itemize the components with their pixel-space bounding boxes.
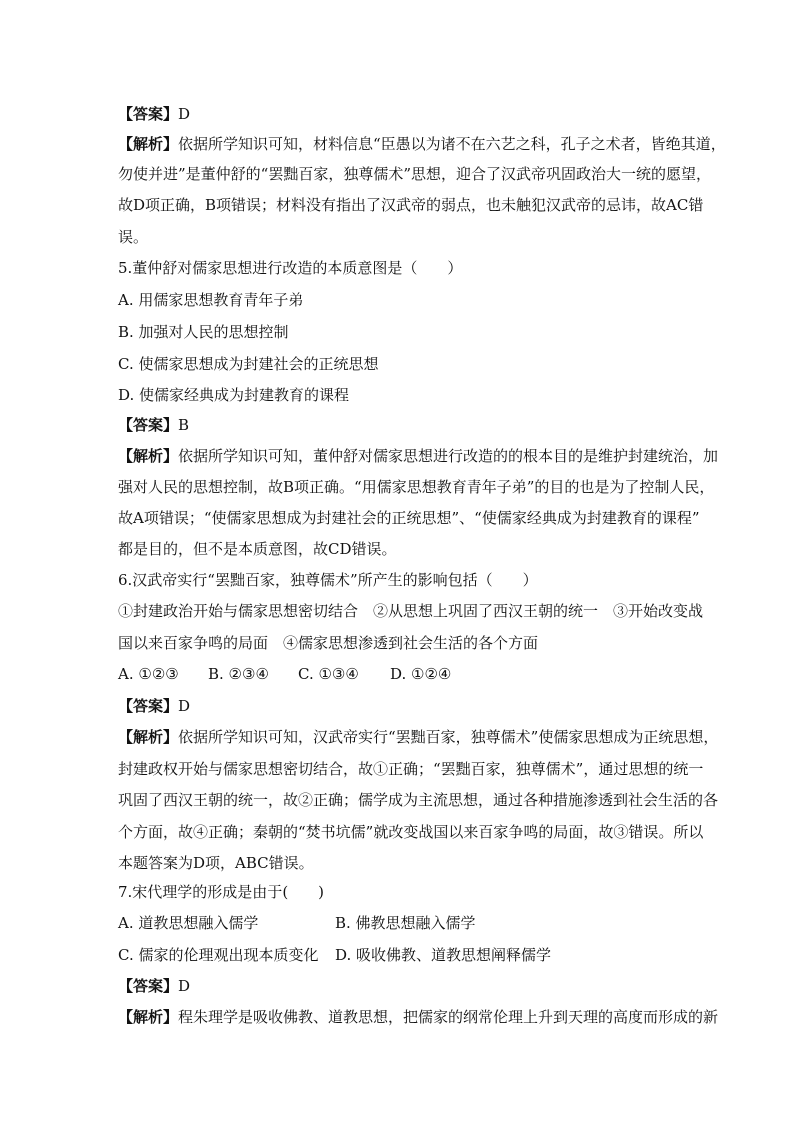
q7-option-a: A. 道教思想融入儒学 — [118, 914, 259, 932]
q4-analysis-line-1 — [118, 134, 726, 154]
q6-options — [118, 664, 451, 684]
q5-option-d: D. 使儒家经典成为封建教育的课程 — [118, 386, 350, 404]
q7-analysis-line-1 — [118, 1007, 718, 1027]
q6-option-d: D. ①②④ — [390, 665, 452, 683]
q5-analysis-line-3: 故A项错误；“使儒家思想成为封建社会的正统思想”、“使儒家经典成为封建教育的课程” — [118, 509, 700, 527]
q5-analysis-line-1 — [118, 446, 719, 466]
q6-analysis-line-2: 封建政权开始与儒家思想密切结合，故①正确；“罢黜百家，独尊儒术”，通过思想的统一 — [118, 760, 704, 778]
q7-option-c: C. 儒家的伦理观出现本质变化 — [118, 946, 319, 964]
analysis-text: 程朱理学是吸收佛教、道教思想，把儒家的纲常伦理上升到天理的高度而形成的新 — [178, 1008, 719, 1026]
analysis-tag: 【解析】 — [118, 728, 179, 746]
q5-option-a: A. 用儒家思想教育青年子弟 — [118, 291, 304, 309]
q4-answer-line — [118, 104, 190, 124]
answer-tag: 【答案】 — [118, 416, 179, 434]
q6-answer-line — [118, 696, 190, 716]
analysis-text: 依据所学知识可知，董仲舒对儒家思想进行改造的的根本目的是维护封建统治，加 — [178, 447, 719, 465]
analysis-text: 依据所学知识可知，汉武帝实行“罢黜百家，独尊儒术”使儒家思想成为正统思想， — [178, 728, 719, 746]
q7-options-row-2 — [118, 945, 551, 965]
answer-tag: 【答案】 — [118, 977, 179, 995]
answer-value: D — [178, 105, 191, 123]
q6-stem-line-2: 国以来百家争鸣的局面 ④儒家思想渗透到社会生活的各个方面 — [118, 634, 539, 652]
q4-analysis-line-3: 故D项正确，B项错误；材料没有指出了汉武帝的弱点，也未触犯汉武帝的忌讳，故AC错 — [118, 196, 704, 214]
q5-question: 5.董仲舒对儒家思想进行改造的本质意图是（ ） — [118, 259, 463, 277]
q6-analysis-line-4: 个方面，故④正确；秦朝的“焚书坑儒”就改变战国以来百家争鸣的局面，故③错误。所以 — [118, 823, 704, 841]
q7-question: 7.宋代理学的形成是由于( ) — [118, 883, 325, 901]
q7-options-row-1 — [118, 913, 476, 933]
q7-answer-line — [118, 976, 190, 996]
answer-value: D — [178, 977, 191, 995]
q7-option-b: B. 佛教思想融入儒学 — [335, 914, 476, 932]
answer-tag: 【答案】 — [118, 697, 179, 715]
answer-tag: 【答案】 — [118, 105, 179, 123]
q4-analysis-line-4: 误。 — [118, 228, 149, 246]
q6-analysis-line-1 — [118, 727, 719, 747]
analysis-tag: 【解析】 — [118, 447, 179, 465]
q6-question: 6.汉武帝实行“罢黜百家，独尊儒术”所产生的影响包括（ ） — [118, 571, 538, 589]
q5-analysis-line-2: 强对人民的思想控制，故B项正确。“用儒家思想教育青年子弟”的目的也是为了控制人民， — [118, 478, 715, 496]
q6-stem-line-1: ①封建政治开始与儒家思想密切结合 ②从思想上巩固了西汉王朝的统一 ③开始改变战 — [118, 602, 704, 620]
answer-value: B — [178, 416, 190, 434]
q6-option-a: A. ①②③ — [118, 665, 179, 683]
q5-analysis-line-4: 都是目的，但不是本质意图，故CD错误。 — [118, 540, 397, 558]
q5-option-c: C. 使儒家思想成为封建社会的正统思想 — [118, 355, 379, 373]
answer-value: D — [178, 697, 191, 715]
analysis-tag: 【解析】 — [118, 135, 179, 153]
q6-option-b: B. ②③④ — [208, 665, 269, 683]
q5-answer-line — [118, 415, 189, 435]
q6-option-c: C. ①③④ — [298, 665, 359, 683]
q5-option-b: B. 加强对人民的思想控制 — [118, 323, 289, 341]
analysis-text: 依据所学知识可知，材料信息“臣愚以为诸不在六艺之科，孔子之术者，皆绝其道， — [178, 135, 726, 153]
q6-analysis-line-3: 巩固了西汉王朝的统一，故②正确；儒学成为主流思想，通过各种措施渗透到社会生活的各 — [118, 791, 719, 809]
q4-analysis-line-2: 勿使并进”是董仲舒的“罢黜百家，独尊儒术”思想，迎合了汉武帝巩固政治大一统的愿望， — [118, 165, 712, 183]
q7-option-d: D. 吸收佛教、道教思想阐释儒学 — [335, 946, 552, 964]
analysis-tag: 【解析】 — [118, 1008, 179, 1026]
q6-analysis-line-5: 本题答案为D项，ABC错误。 — [118, 854, 314, 872]
